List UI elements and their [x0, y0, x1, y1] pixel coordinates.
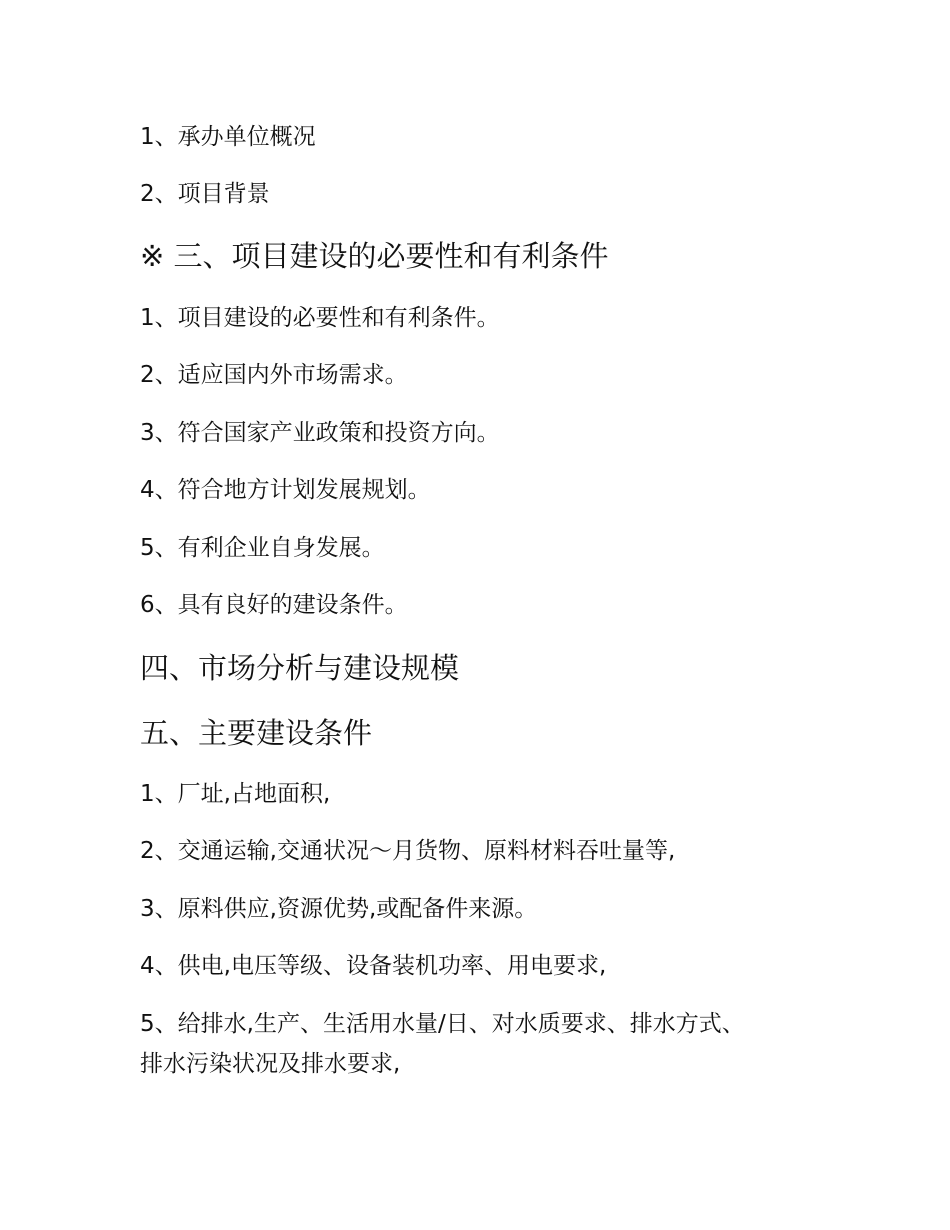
list-item-5-3: 3、原料供应,资源优势,或配备件来源。: [140, 896, 538, 922]
section-heading-5: 五、主要建设条件: [140, 716, 373, 750]
list-item-3-2: 2、适应国内外市场需求。: [140, 362, 408, 388]
list-item-5-4: 4、供电,电压等级、设备装机功率、用电要求,: [140, 953, 607, 979]
list-item-3-6: 6、具有良好的建设条件。: [140, 592, 408, 618]
list-item-2: 2、项目背景: [140, 181, 270, 207]
list-item-5-5: 5、给排水,生产、生活用水量/日、对水质要求、排水方式、: [140, 1011, 745, 1037]
section-heading-4: 四、市场分析与建设规模: [140, 651, 460, 685]
list-item-3-3: 3、符合国家产业政策和投资方向。: [140, 420, 500, 446]
section-heading-3: ※ 三、项目建设的必要性和有利条件: [140, 239, 609, 273]
list-item-3-5: 5、有利企业自身发展。: [140, 535, 385, 561]
list-item-5-5-continuation: 排水污染状况及排水要求,: [140, 1051, 401, 1077]
list-item-3-4: 4、符合地方计划发展规划。: [140, 477, 431, 503]
list-item-3-1: 1、项目建设的必要性和有利条件。: [140, 305, 500, 331]
list-item-5-1: 1、厂址,占地面积,: [140, 781, 331, 807]
list-item-5-2: 2、交通运输,交通状况～月货物、原料材料吞吐量等,: [140, 838, 676, 864]
list-item-1: 1、承办单位概况: [140, 124, 316, 150]
